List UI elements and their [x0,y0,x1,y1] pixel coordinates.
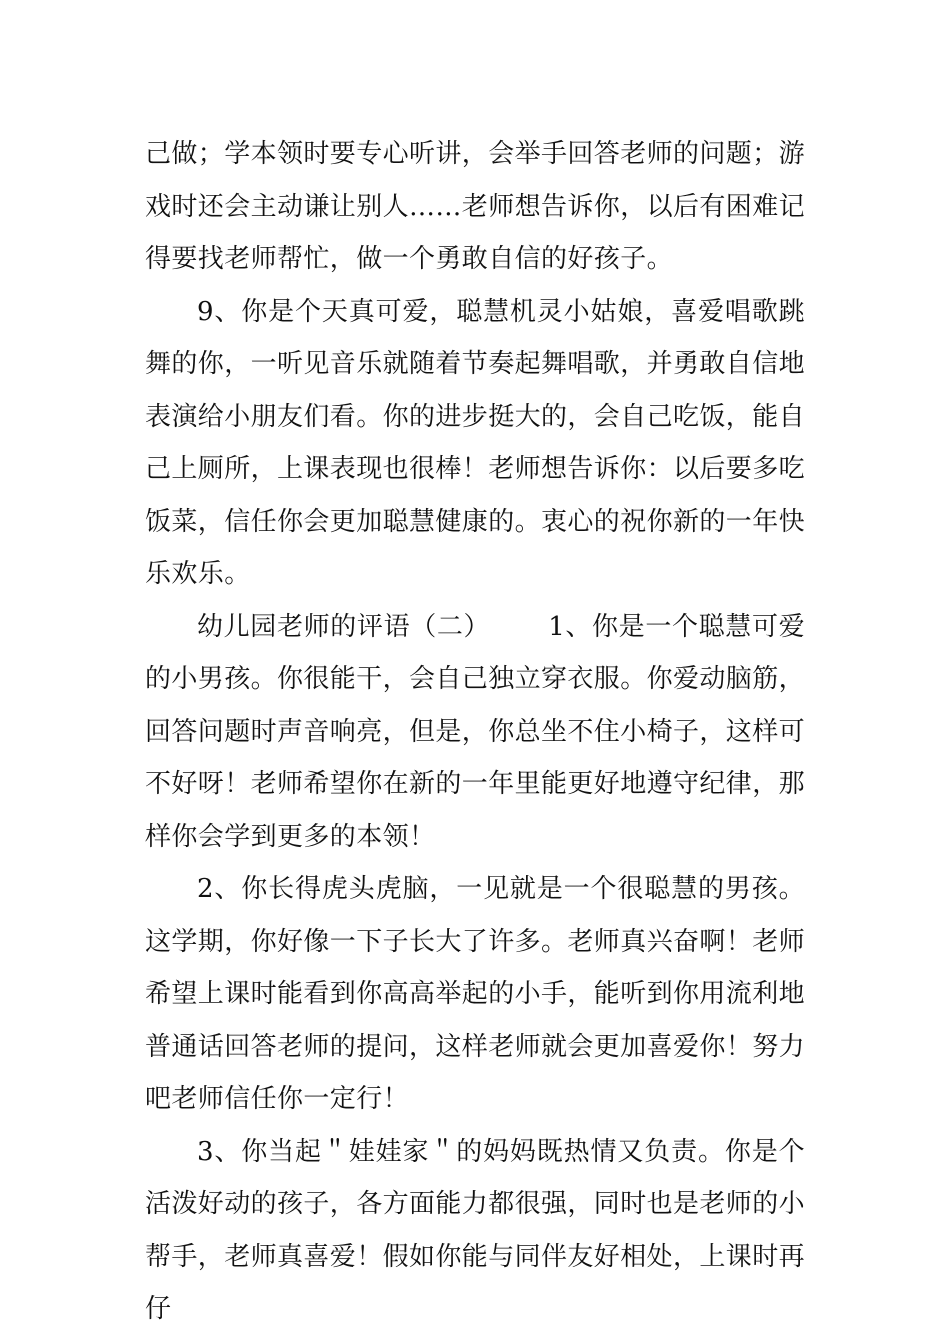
section-title: 幼儿园老师的评语（二） [197,611,491,642]
paragraph-comment-3: 3、你当起＂娃娃家＂的妈妈既热情又负责。你是个活泼好动的孩子，各方面能力都很强，同时也是老师的小帮手，老师真喜爱！假如你能与同伴友好相处，上课时再仔 [145,1136,806,1324]
paragraph-section-two [145,601,805,864]
paragraph-comment-1: 1、你是一个聪慧可爱的小男孩。你很能干，会自己独立穿衣服。你爱动脑筋，回答问题时声音响亮，但是，你总坐不住小椅子，这样可不好呀！老师希望你在新的一年里能更好地遵守纪律，那样你会学到更多的本领！ [145,611,806,852]
paragraph-comment-9: 9、你是个天真可爱，聪慧机灵小姑娘，喜爱唱歌跳舞的你，一听见音乐就随着节奏起舞唱歌，并勇敢自信地表演给小朋友们看。你的进步挺大的，会自己吃饭，能自己上厕所，上课表现也很棒！老师想告诉你：以后要多吃饭菜，信任你会更加聪慧健康的。衷心的祝你新的一年快乐欢乐。 [145,296,806,589]
document-body [145,128,805,1336]
paragraph-continuation: 己做；学本领时要专心听讲，会举手回答老师的问题；游戏时还会主动谦让别人……老师想告诉你，以后有困难记得要找老师帮忙，做一个勇敢自信的好孩子。 [145,139,806,274]
paragraph-comment-2: 2、你长得虎头虎脑，一见就是一个很聪慧的男孩。这学期，你好像一下子长大了许多。老师真兴奋啊！老师希望上课时能看到你高高举起的小手，能听到你用流利地普通话回答老师的提问，这样老师就会更加喜爱你！努力吧老师信任你一定行！ [145,874,806,1114]
